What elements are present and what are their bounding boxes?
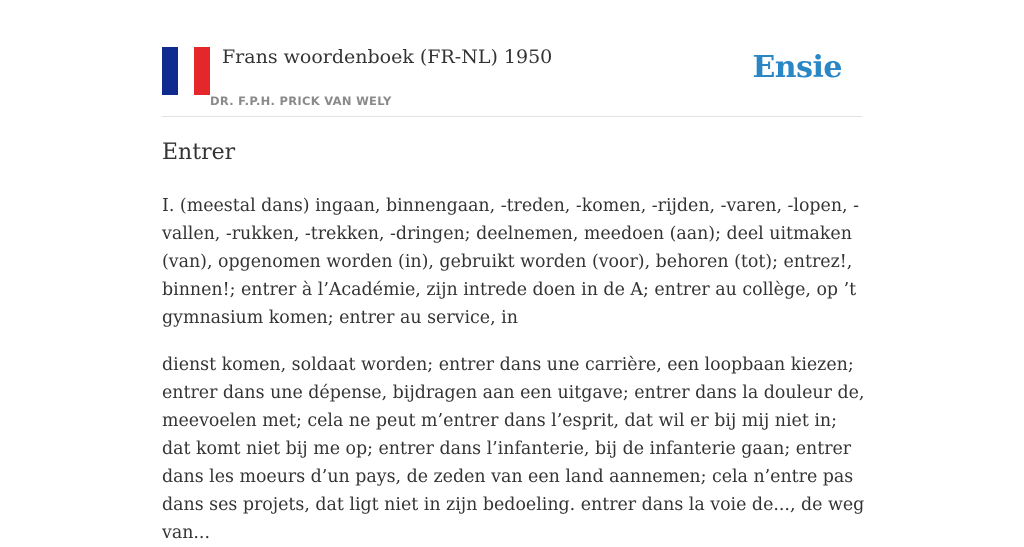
entry-title: Entrer (162, 140, 236, 165)
entry-paragraph-2: dienst komen, soldaat worden; entrer dans une carrière, een loopbaan kiezen; entrer dans une dépense, bijdragen aan een uitgave; entrer dans la douleur de, meevoelen met; cela ne peut m’entrer dans l’esprit, dat wil er bij mij niet in; dat komt niet bij me op; entrer dans l’infanterie, bij de infanterie gaan; entrer dans les moeurs d’un pays, de zeden van een land aannemen; cela n’entre pas dans ses projets, dat ligt niet in zijn bedoeling. entrer dans la voie de..., de weg van... (162, 355, 865, 543)
book-title[interactable]: Frans woordenboek (FR-NL) 1950 (222, 46, 553, 68)
ensie-logo[interactable]: Ensie (752, 50, 842, 85)
entry-paragraph-1: I. (meestal dans) ingaan, binnengaan, -treden, -komen, -rijden, -varen, -lopen, -vallen, -rukken, -trekken, -dringen; deelnemen, meedoen (aan); deel uitmaken (van), opgenomen worden (in), gebruikt worden (voor), behoren (tot); entrez!, binnen!; entrer à l’Académie, zijn intrede doen in de A; entrer au collège, op ’t gymnasium komen; entrer au service, in (162, 196, 859, 328)
author-name: DR. F.P.H. PRICK VAN WELY (210, 94, 392, 108)
france-flag-icon (162, 47, 210, 95)
dictionary-header (162, 40, 862, 117)
